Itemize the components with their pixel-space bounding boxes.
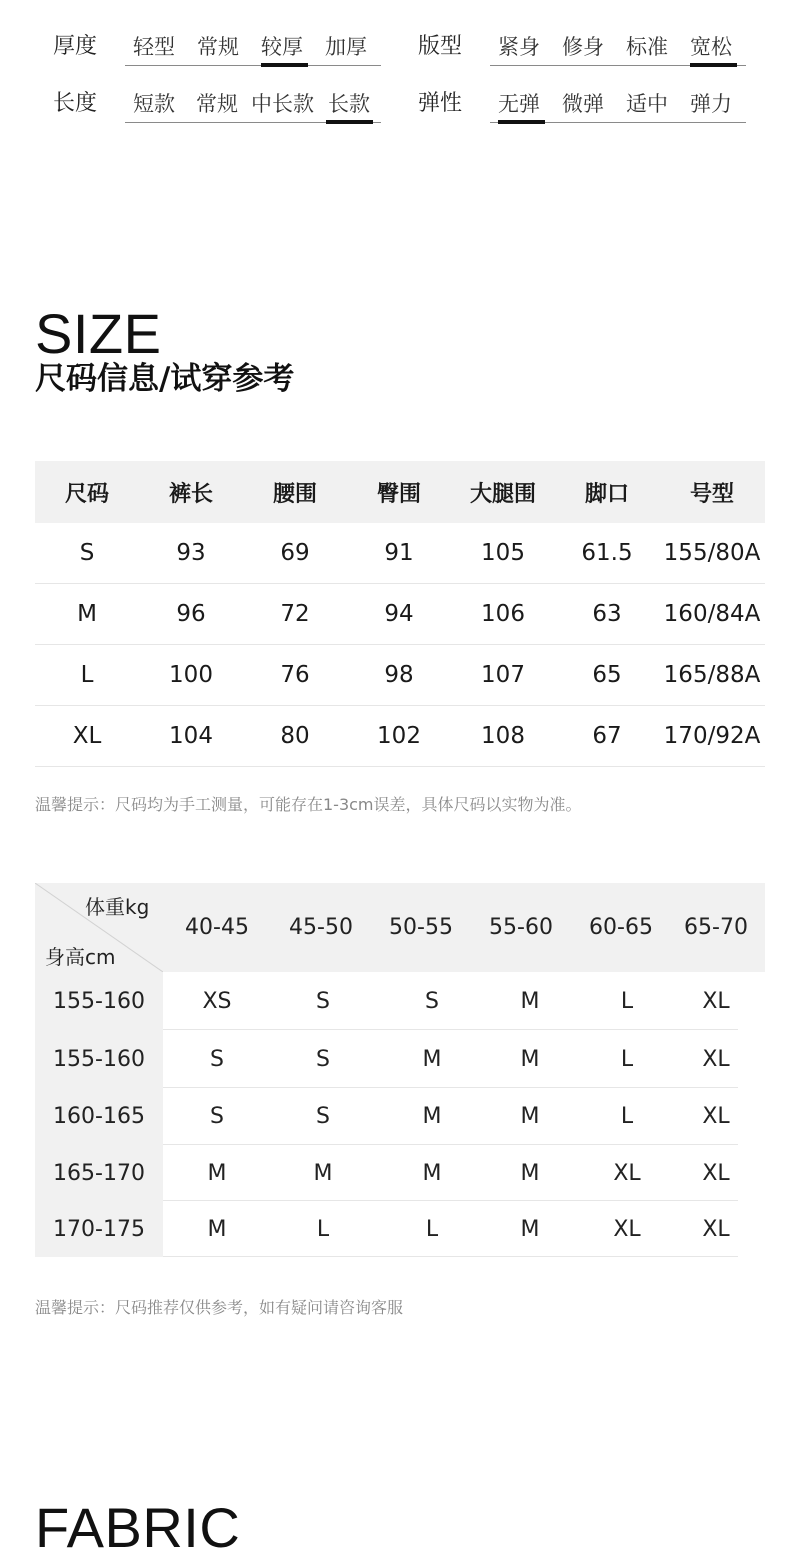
- height-range: 155-160: [53, 988, 145, 1014]
- size-title: SIZE: [35, 302, 162, 365]
- height-range: 160-165: [53, 1104, 145, 1129]
- option-light[interactable]: 轻型: [133, 35, 175, 59]
- recommend-note: 温馨提示：尺码推荐仅供参考，如有疑问请咨询客服: [35, 1298, 404, 1317]
- recommended-size: M: [520, 1160, 540, 1186]
- cell-hip: 98: [384, 662, 414, 688]
- cell-hip: 102: [377, 723, 421, 749]
- table-row: [35, 523, 765, 584]
- option-thick[interactable]: 较厚: [261, 35, 303, 59]
- table-row: [35, 972, 738, 1030]
- cell-size: M: [77, 601, 97, 627]
- recommended-size: L: [620, 1046, 634, 1072]
- option-short[interactable]: 短款: [133, 92, 175, 116]
- option-tight[interactable]: 紧身: [498, 35, 540, 59]
- recommended-size: M: [520, 1046, 540, 1072]
- recommended-size: S: [316, 1046, 330, 1072]
- size-subtitle: 尺码信息/试穿参考: [35, 361, 295, 397]
- recommended-size: XS: [202, 988, 232, 1014]
- cell-thigh: 105: [481, 540, 525, 566]
- attribute-underline: [125, 65, 381, 66]
- table-row: [35, 1201, 738, 1257]
- weight-range-header: 65-70: [684, 915, 748, 940]
- attribute-label: 版型: [418, 34, 463, 59]
- cell-hip: 94: [384, 601, 414, 627]
- option-stretch[interactable]: 弹力: [690, 92, 732, 116]
- recommended-size: S: [316, 988, 330, 1014]
- recommended-size: L: [425, 1216, 439, 1242]
- header-length: 裤长: [168, 481, 213, 507]
- selected-indicator: [498, 120, 545, 124]
- row-divider: [163, 1256, 738, 1257]
- recommended-size: S: [316, 1104, 330, 1129]
- attribute-label: 长度: [53, 91, 98, 116]
- cell-thigh: 108: [481, 723, 525, 749]
- weight-range-header: 60-65: [589, 915, 653, 940]
- attribute-options: [498, 89, 748, 119]
- cell-thigh: 107: [481, 662, 525, 688]
- cell-size: S: [79, 540, 95, 566]
- weight-range-header: 55-60: [489, 915, 553, 940]
- cell-waist: 80: [280, 723, 310, 749]
- height-range: 155-160: [53, 1046, 145, 1072]
- cell-waist: 72: [280, 601, 310, 627]
- option-standard[interactable]: 标准: [626, 35, 668, 59]
- recommended-size: M: [422, 1104, 442, 1129]
- recommended-size: M: [520, 1104, 540, 1129]
- size-note: 温馨提示：尺码均为手工测量，可能存在1-3cm误差，具体尺码以实物为准。: [35, 795, 582, 814]
- fabric-title: FABRIC: [35, 1496, 241, 1559]
- cell-waist: 76: [280, 662, 310, 688]
- weight-range-header: 45-50: [289, 915, 353, 940]
- option-moderate[interactable]: 适中: [626, 92, 668, 116]
- corner-weight-label: 体重kg: [85, 895, 150, 919]
- option-regular[interactable]: 常规: [197, 35, 239, 59]
- cell-waist: 69: [280, 540, 310, 566]
- cell-spec: 160/84A: [663, 601, 761, 627]
- attribute-thickness: [53, 32, 383, 72]
- option-slim[interactable]: 修身: [562, 35, 604, 59]
- weight-range-header: 50-55: [389, 915, 453, 940]
- cell-hip: 91: [384, 540, 414, 566]
- cell-thigh: 106: [481, 601, 525, 627]
- recommended-size: XL: [702, 1046, 730, 1072]
- attribute-elasticity: [418, 89, 748, 129]
- header-spec: 号型: [689, 481, 734, 507]
- recommended-size: M: [207, 1160, 227, 1186]
- cell-length: 93: [176, 540, 206, 566]
- cell-hem: 67: [592, 723, 622, 749]
- option-long[interactable]: 长款: [328, 92, 370, 116]
- table-row: [35, 1145, 738, 1201]
- table-row: [35, 584, 765, 645]
- recommended-size: S: [210, 1046, 224, 1072]
- size-table: [35, 461, 765, 767]
- corner-height-label: 身高cm: [45, 945, 116, 969]
- cell-spec: 165/88A: [663, 662, 761, 688]
- size-recommendation-table: [35, 883, 765, 1257]
- attribute-fit: [418, 32, 748, 72]
- recommended-size: S: [210, 1104, 224, 1129]
- option-mid-long[interactable]: 中长款: [251, 92, 314, 116]
- table-row: [35, 645, 765, 706]
- cell-spec: 155/80A: [663, 540, 761, 566]
- recommended-size: M: [422, 1160, 442, 1186]
- header-thigh: 大腿围: [469, 481, 536, 507]
- recommended-size: L: [316, 1216, 330, 1242]
- recommended-size: M: [520, 988, 540, 1014]
- attribute-label: 弹性: [418, 91, 463, 116]
- attribute-options: [498, 32, 748, 62]
- recommended-size: XL: [702, 988, 730, 1014]
- cell-spec: 170/92A: [663, 723, 761, 749]
- cell-hem: 65: [592, 662, 622, 688]
- recommended-size: M: [422, 1046, 442, 1072]
- recommended-size: M: [520, 1216, 540, 1242]
- attribute-options: [133, 32, 383, 62]
- cell-length: 96: [176, 601, 206, 627]
- cell-size: L: [80, 662, 94, 688]
- header-waist: 腰围: [272, 481, 317, 507]
- recommended-size: XL: [613, 1160, 641, 1186]
- table-header-row: [35, 461, 765, 523]
- recommended-size: L: [620, 988, 634, 1014]
- cell-hem: 63: [592, 601, 622, 627]
- option-extra-thick[interactable]: 加厚: [325, 35, 367, 59]
- recommended-size: XL: [702, 1216, 730, 1242]
- option-no-stretch[interactable]: 无弹: [498, 92, 540, 116]
- cell-length: 104: [169, 723, 213, 749]
- recommended-size: XL: [702, 1104, 730, 1129]
- recommended-size: L: [620, 1104, 634, 1129]
- attribute-length: [53, 89, 383, 129]
- recommended-size: M: [313, 1160, 333, 1186]
- attribute-options: [133, 89, 383, 119]
- height-range: 170-175: [53, 1216, 145, 1242]
- height-range: 165-170: [53, 1160, 145, 1186]
- attribute-label: 厚度: [53, 34, 98, 59]
- table-row: [35, 1088, 738, 1145]
- option-regular[interactable]: 常规: [196, 92, 238, 116]
- option-slight-stretch[interactable]: 微弹: [562, 92, 604, 116]
- selected-indicator: [690, 63, 737, 67]
- selected-indicator: [261, 63, 308, 67]
- table-row: [35, 706, 765, 767]
- corner-cell: [35, 883, 163, 972]
- header-hem: 脚口: [584, 481, 629, 507]
- selected-indicator: [326, 120, 373, 124]
- recommended-size: M: [207, 1216, 227, 1242]
- header-hip: 臀围: [376, 481, 421, 507]
- weight-range-header: 40-45: [185, 915, 249, 940]
- recommended-size: XL: [613, 1216, 641, 1242]
- recommended-size: S: [425, 988, 439, 1014]
- cell-length: 100: [169, 662, 213, 688]
- cell-hem: 61.5: [581, 540, 633, 566]
- cell-size: XL: [72, 723, 102, 749]
- table-row: [35, 1030, 738, 1088]
- header-size: 尺码: [64, 481, 109, 507]
- option-loose[interactable]: 宽松: [690, 35, 732, 59]
- recommended-size: XL: [702, 1160, 730, 1186]
